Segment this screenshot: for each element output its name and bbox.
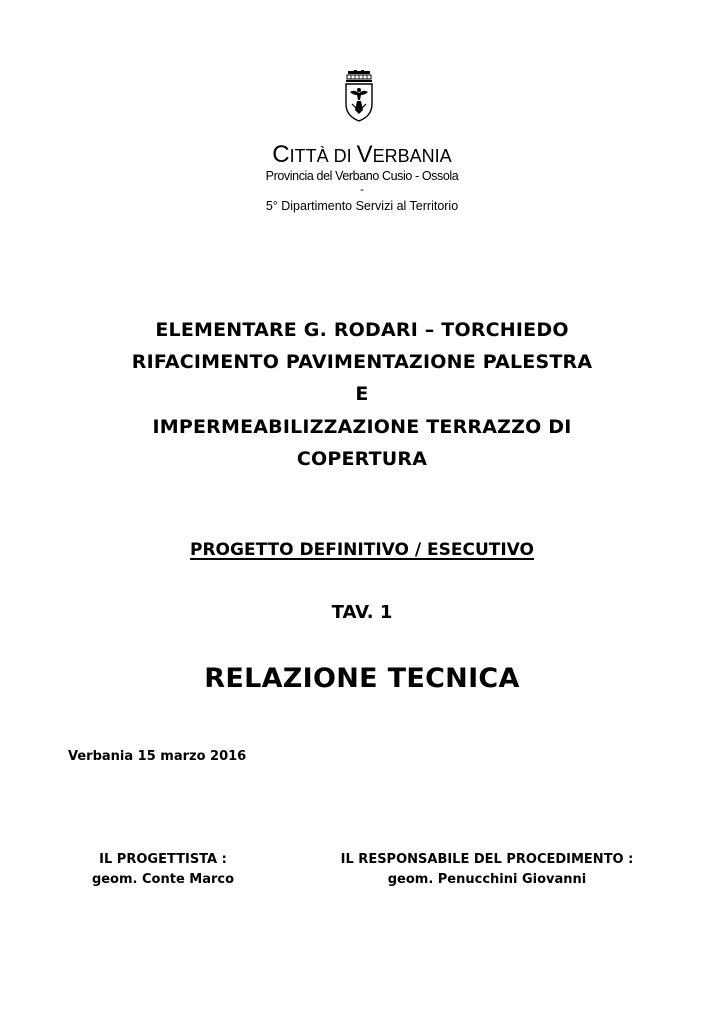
city-second-rest: ERBANIA [372,146,452,166]
date-line: Verbania 15 marzo 2016 [68,749,247,764]
title-line-2: RIFACIMENTO PAVIMENTAZIONE PALESTRA [131,351,593,373]
city-name [0,142,724,169]
project-type-label: PROGETTO DEFINITIVO / ESECUTIVO [190,540,534,560]
title-line-4: IMPERMEABILIZZAZIONE TERRAZZO DI [152,416,572,438]
table-number: TAV. 1 [331,602,393,623]
province-line: Provincia del Verbano Cusio - Ossola [265,169,459,183]
city-second-initial: V [356,141,373,168]
title-line-5: COPERTURA [296,448,428,470]
designer-name: geom. Conte Marco [91,872,235,887]
title-line-1: ELEMENTARE G. RODARI – TORCHIEDO [155,319,569,341]
document-title: RELAZIONE TECNICA [204,663,520,694]
manager-role: IL RESPONSABILE DEL PROCEDIMENTO : [340,852,634,867]
manager-signature [314,850,660,890]
designer-signature [68,850,258,890]
city-first-initial: C [272,141,290,168]
manager-name: geom. Penucchini Giovanni [387,872,587,887]
letterhead-separator: - [360,182,364,196]
designer-role: IL PROGETTISTA : [99,852,227,867]
department-line: 5° Dipartimento Servizi al Territorio [265,199,459,213]
title-line-3: E [355,383,369,405]
town-crest-icon [344,70,374,122]
city-first-rest: ITTÀ DI [289,146,357,166]
project-type [0,539,724,561]
